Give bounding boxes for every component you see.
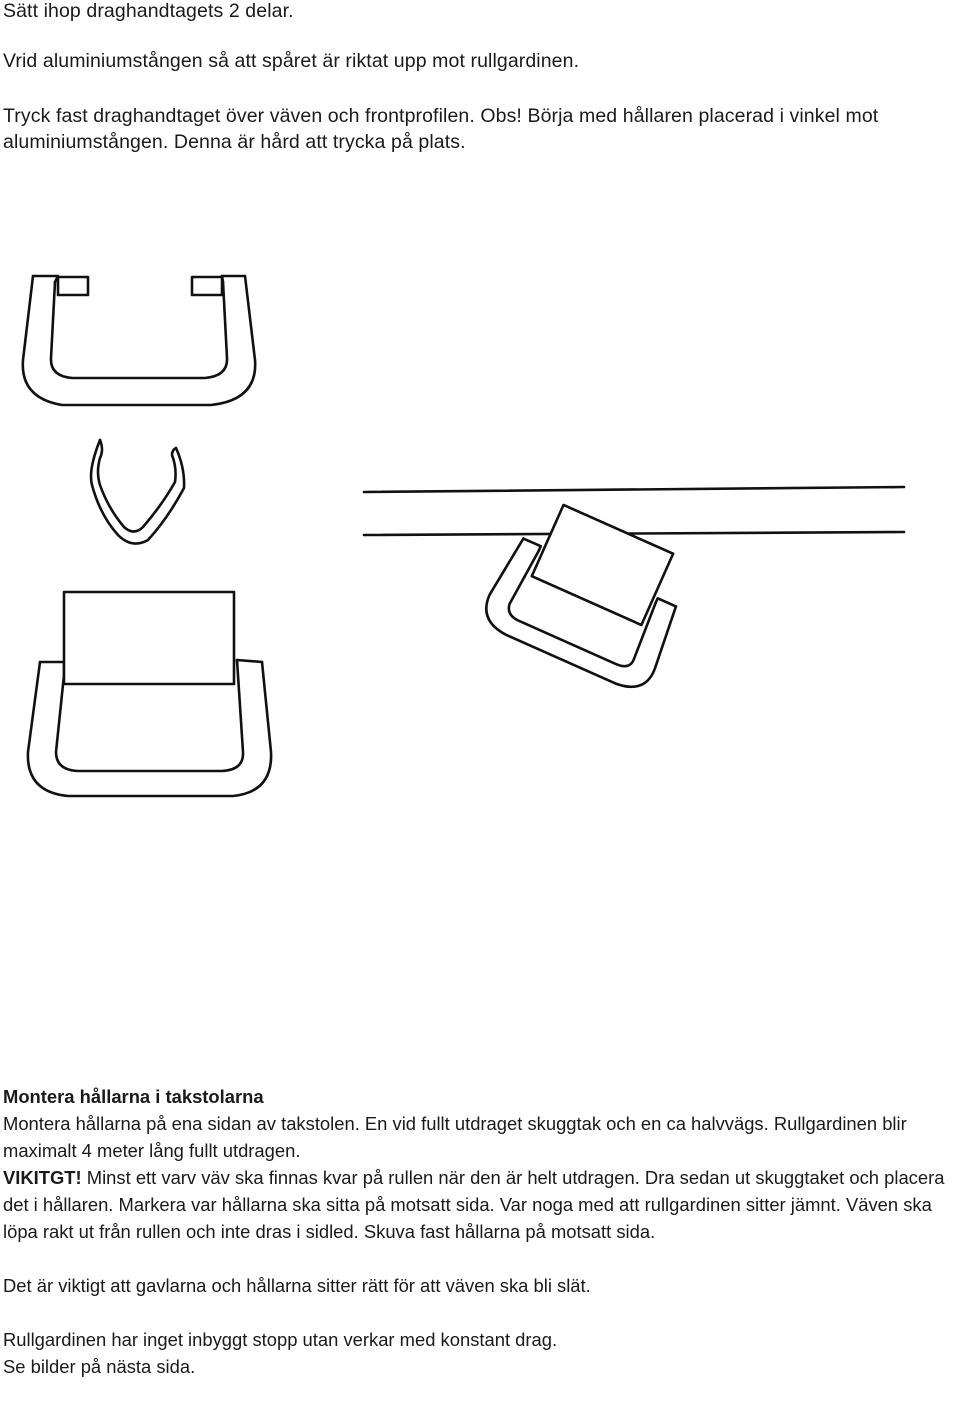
angled-handle — [477, 492, 700, 695]
section-paragraph-1: Montera hållarna på ena sidan av takstolen. En vid fullt utdraget skuggtak och en ca halvvägs. Rullgardinen blir maximalt 4 meter lång fullt utdragen. — [3, 1113, 907, 1161]
section-paragraph-3: Det är viktigt att gavlarna och hållarna sitter rätt för att väven ska bli slät. — [3, 1275, 591, 1296]
important-label: VIKITGT! — [3, 1167, 82, 1188]
instruction-step-2: Vrid aluminiumstången så att spåret är riktat upp mot rullgardinen. — [3, 50, 580, 72]
section-paragraph-4: Rullgardinen har inget inbyggt stopp utan verkar med konstant drag. — [3, 1329, 558, 1350]
instruction-step-1: Sätt ihop draghandtagets 2 delar. — [3, 0, 294, 22]
section-heading: Montera hållarna i takstolarna — [3, 1086, 264, 1107]
aluminium-bar — [364, 487, 904, 535]
assembled-handle — [28, 592, 271, 796]
handle-u-part — [23, 276, 255, 405]
section-paragraph-2 — [3, 1164, 958, 1245]
section-paragraph-5: Se bilder på nästa sida. — [3, 1356, 196, 1377]
instruction-step-3: Tryck fast draghandtaget över väven och frontprofilen. Obs! Börja med hållaren placerad i vinkel mot aluminiumstången. Denna är hård att trycka på plats. — [3, 105, 879, 153]
important-text: Minst ett varv väv ska finnas kvar på rullen när den är helt utdragen. Dra sedan ut skuggtaket och placera det i hållaren. Markera var hållarna ska sitta på motsatt sida. Var noga med att rullgardinen sitter jämnt. Väven ska löpa rakt ut från rullen och inte dras i sidled. Skuva fast hållarna på motsatt sida. — [3, 1167, 945, 1242]
mounting-section — [3, 1083, 958, 1380]
handle-clip-part — [91, 440, 184, 544]
